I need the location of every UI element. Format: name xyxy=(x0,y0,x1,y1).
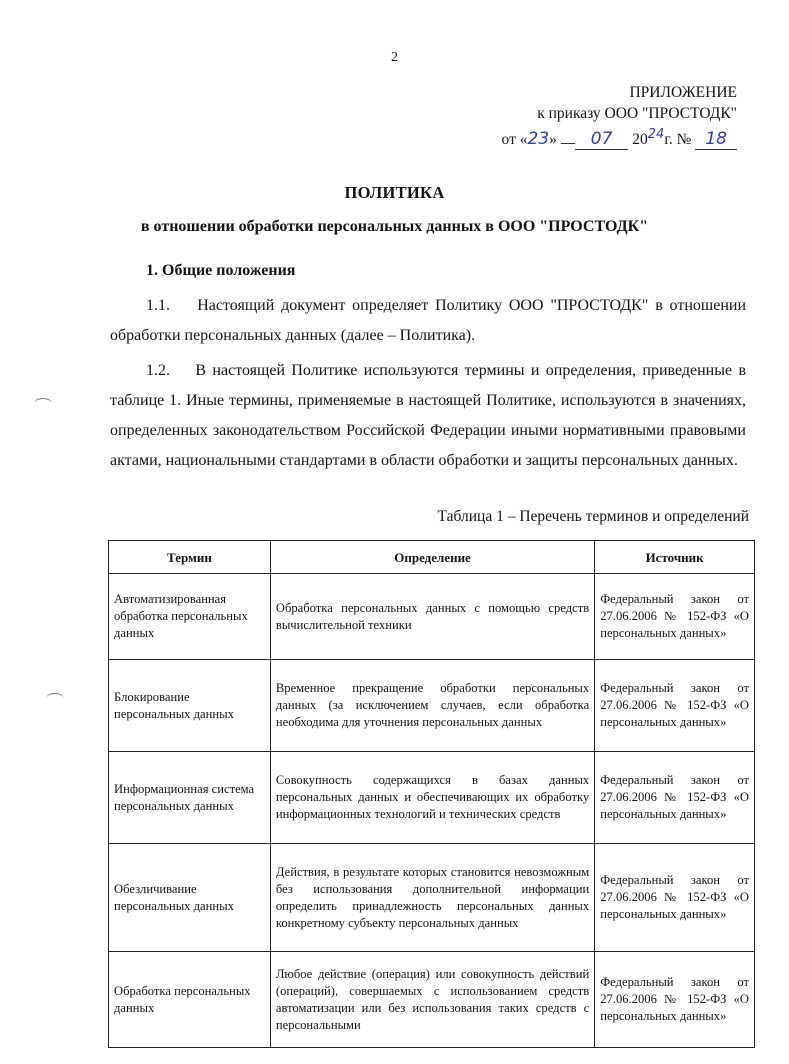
paragraph-text: Настоящий документ определяет Политику ООО "ПРОСТОДК" в отношении обработки персональных данных (далее – Политика). xyxy=(110,297,747,344)
order-date-line xyxy=(502,124,737,150)
paragraph-1-2 xyxy=(110,356,746,476)
source-cell: Федеральный закон от 27.06.2006 № 152-ФЗ «О персональных данных» xyxy=(595,660,755,752)
document-subtitle: в отношении обработки персональных данных в ООО "ПРОСТОДК" xyxy=(140,218,649,235)
definition-cell: Действия, в результате которых становится невозможным без использования дополнительной информации определить принадлежность персональных данных конкретному субъекту персональных данных xyxy=(270,844,594,952)
scan-artifact xyxy=(34,398,52,409)
table-row xyxy=(109,574,755,660)
date-prefix: от « xyxy=(501,131,528,148)
definition-cell: Обработка персональных данных с помощью средств вычислительной техники xyxy=(270,574,594,660)
source-cell: Федеральный закон от 27.06.2006 № 152-ФЗ «О персональных данных» xyxy=(595,952,755,1048)
source-cell: Федеральный закон от 27.06.2006 № 152-ФЗ «О персональных данных» xyxy=(595,752,755,844)
source-cell: Федеральный закон от 27.06.2006 № 152-ФЗ «О персональных данных» xyxy=(595,574,755,660)
year-prefix: 20 xyxy=(632,131,648,148)
source-cell: Федеральный закон от 27.06.2006 № 152-ФЗ «О персональных данных» xyxy=(595,844,755,952)
handwritten-year: 24 xyxy=(647,127,665,142)
year-suffix: г. № xyxy=(664,131,692,148)
paragraph-1-1 xyxy=(110,291,746,351)
term-cell: Блокирование персональных данных xyxy=(109,660,271,752)
terms-table xyxy=(108,540,755,1048)
section-heading: 1. Общие положения xyxy=(146,262,296,279)
table-row xyxy=(109,952,755,1048)
table-row xyxy=(109,752,755,844)
page-number: 2 xyxy=(391,50,398,65)
term-cell: Обезличивание персональных данных xyxy=(109,844,271,952)
scan-artifact xyxy=(46,693,64,704)
order-reference: к приказу ООО "ПРОСТОДК" xyxy=(537,105,737,122)
header-term: Термин xyxy=(109,541,271,574)
term-cell: Обработка персональных данных xyxy=(109,952,271,1048)
definition-cell: Любое действие (операция) или совокупность действий (операций), совершаемых с использованием средств автоматизации или без использования таких средств с персональными xyxy=(270,952,594,1048)
definition-cell: Временное прекращение обработки персональных данных (за исключением случаев, если обработка необходима для уточнения персональных данных xyxy=(270,660,594,752)
table-caption: Таблица 1 – Перечень терминов и определений xyxy=(437,508,749,525)
handwritten-month: 07 xyxy=(575,129,629,150)
appendix-label: ПРИЛОЖЕНИЕ xyxy=(629,84,737,101)
paragraph-text: В настоящей Политике используются термины и определения, приведенные в таблице 1. Иные термины, применяемые в настоящей Политике, используются в значениях, определенных законодательством Российской Федерации иными нормативными правовыми актами, национальными стандартами в области обработки и защиты персональных данных. xyxy=(110,362,746,469)
table-row xyxy=(109,844,755,952)
paragraph-number: 1.2. xyxy=(146,362,170,379)
table-header-row xyxy=(109,541,755,574)
term-cell: Автоматизированная обработка персональных данных xyxy=(109,574,271,660)
handwritten-day: 23 xyxy=(527,129,550,149)
term-cell: Информационная система персональных данных xyxy=(109,752,271,844)
table-row xyxy=(109,660,755,752)
header-source: Источник xyxy=(595,541,755,574)
paragraph-number: 1.1. xyxy=(146,297,170,314)
handwritten-number: 18 xyxy=(695,129,737,150)
day-suffix: » xyxy=(549,131,557,148)
appendix-block xyxy=(502,82,737,150)
header-definition: Определение xyxy=(270,541,594,574)
document-title: ПОЛИТИКА xyxy=(344,183,445,202)
definition-cell: Совокупность содержащихся в базах данных персональных данных и обеспечивающих их обработку информационных технологий и технических средств xyxy=(270,752,594,844)
